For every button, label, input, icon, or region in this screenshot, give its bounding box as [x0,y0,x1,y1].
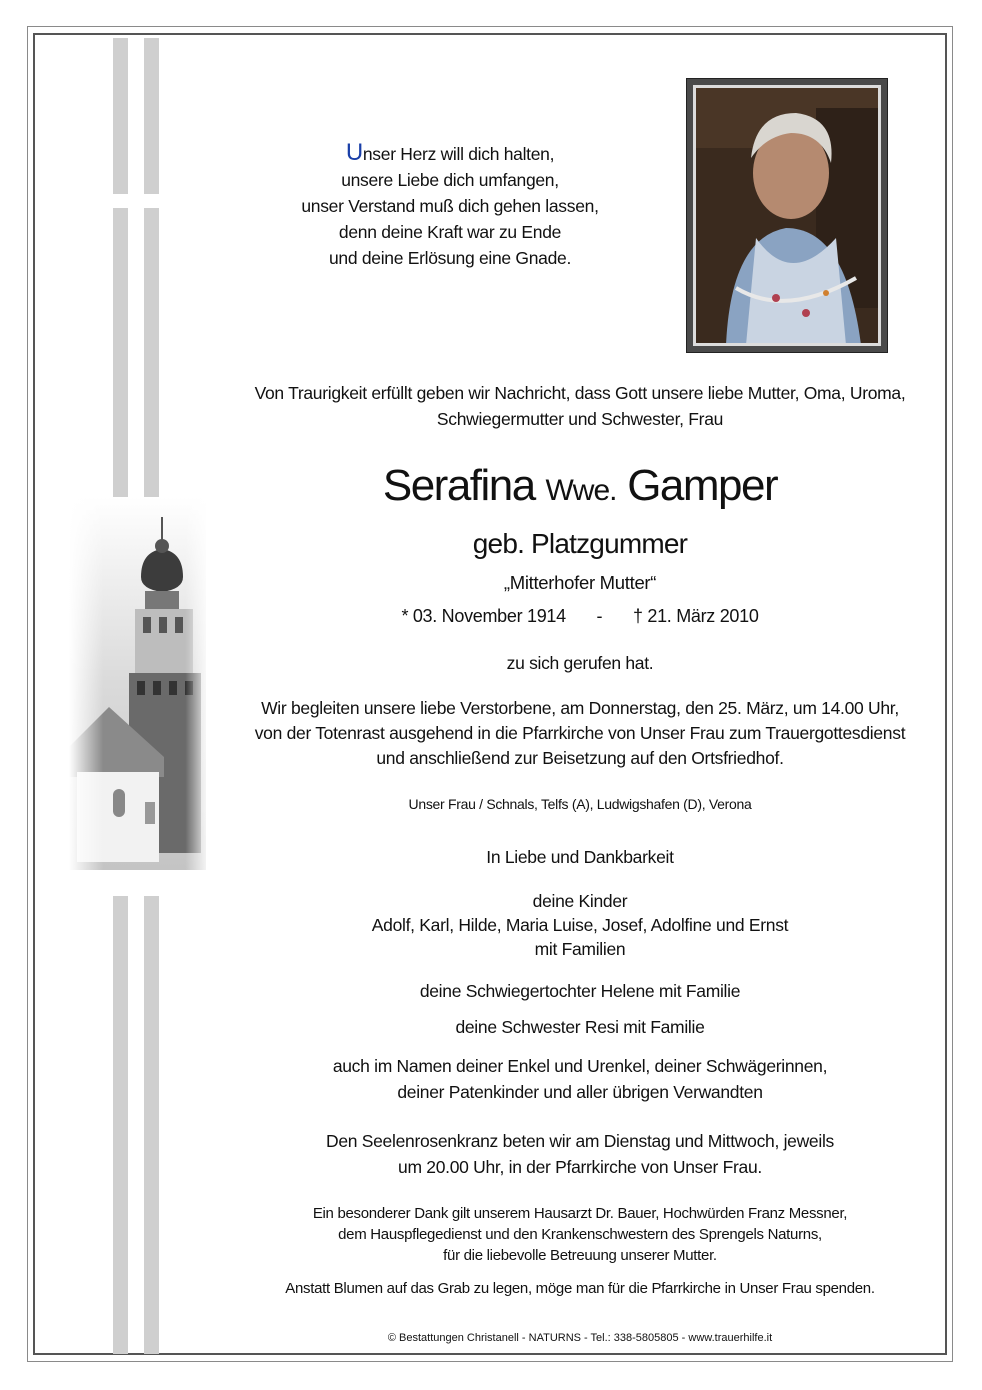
poem-line: unsere Liebe dich umfangen, [341,170,559,190]
decor-stripe [144,208,159,498]
life-dates [230,603,930,629]
called-home: zu sich gerufen hat. [506,653,654,673]
decor-stripe [144,38,159,194]
poem-line: denn deine Kraft war zu Ende [338,222,562,242]
thanks: Ein besonderer Dank gilt unserem Hausarzt Dr. Bauer, Hochwürden Franz Messner, dem Hauspflegedienst und den Krankenschwestern des Sprengels Naturns, für die liebevolle Betreuung unserer Mutter. [312,1205,848,1264]
poem-line: unser Verstand muß dich gehen lassen, [301,196,599,216]
church-image [69,497,206,870]
in-love: In Liebe und Dankbarkeit [486,847,674,867]
birth-name: geb. Platzgummer [472,528,688,559]
decor-stripe [144,896,159,1354]
portrait-frame [686,78,888,353]
decor-stripe [113,38,128,194]
sister: deine Schwester Resi mit Familie [455,1017,705,1037]
footer: © Bestattungen Christanell - NATURNS - Tel.: 338-5805805 - www.trauerhilfe.it [387,1332,773,1344]
drop-letter: U [345,139,363,166]
announcement-intro: Von Traurigkeit erfüllt geben wir Nachricht, dass Gott unsere liebe Mutter, Oma, Uroma, Schwiegermutter und Schwester, Frau [254,383,906,429]
poem [300,140,600,271]
date-separator: - [596,606,603,626]
places: Unser Frau / Schnals, Telfs (A), Ludwigshafen (D), Verona [408,796,752,812]
decor-stripe [113,208,128,498]
decor-stripe [113,896,128,1354]
poem-line: Unser Herz will dich halten, [345,139,555,166]
children: deine Kinder Adolf, Karl, Hilde, Maria Luise, Josef, Adolfine und Ernst mit Familien [371,891,789,959]
poem-line: und deine Erlösung eine Gnade. [328,248,572,268]
in-the-name-of: auch im Namen deiner Enkel und Urenkel, deiner Schwägerinnen, deiner Patenkinder und aller übrigen Verwandten [332,1056,828,1102]
daughter-in-law: deine Schwiegertochter Helene mit Familie [419,981,741,1001]
rosary-info: Den Seelenrosenkranz beten wir am Dienstag und Mittwoch, jeweils um 20.00 Uhr, in der Pfarrkirche von Unser Frau. [325,1131,834,1177]
birth-date: * 03. November 1914 [401,606,566,626]
portrait-photo [696,88,878,343]
woman-portrait-icon [696,88,878,343]
death-date: † 21. März 2010 [632,606,759,626]
deceased-name: Serafina Wwe. Gamper [382,461,778,510]
flowers-note: Anstatt Blumen auf das Grab zu legen, möge man für die Pfarrkirche in Unser Frau spenden. [285,1280,875,1297]
funeral-info: Wir begleiten unsere liebe Verstorbene, am Donnerstag, den 25. März, um 14.00 Uhr, von der Totenrast ausgehend in die Pfarrkirche von Unser Frau zum Trauergottesdienst und anschließend zur Beisetzung auf den Ortsfriedhof. [254,698,906,768]
nickname: „Mitterhofer Mutter“ [503,572,657,593]
